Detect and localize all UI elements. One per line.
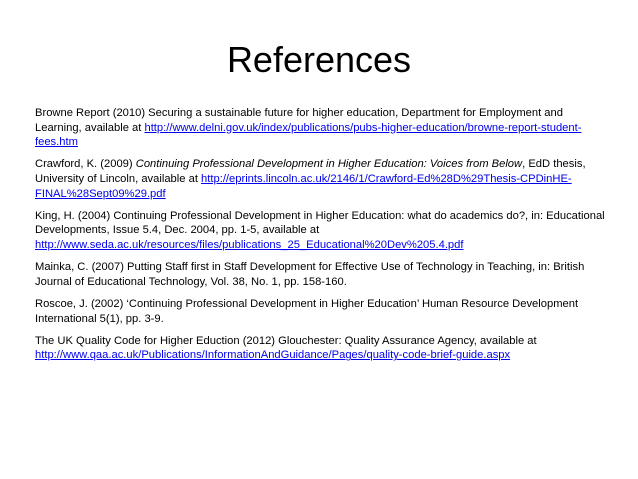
reference-title-italic: Continuing Professional Development in Higher Education: Voices from Below: [135, 158, 523, 171]
reference-mainka: [35, 260, 607, 289]
reference-text: Crawford, K. (2009): [35, 158, 136, 171]
reference-text: King, H. (2004) Continuing Professional Development in Higher Education: what do academics do?, in: Educational Developments, Issue 5.4, Dec. 2004, pp. 1-5, available at: [35, 209, 605, 237]
reference-text: Mainka, C. (2007) Putting Staff first in Staff Development for Effective Use of Technology in Teaching, in: British Journal of Educational Technology, Vol. 38, No. 1, pp. 158-160.: [35, 261, 585, 288]
reference-roscoe: [35, 297, 607, 326]
reference-link[interactable]: http://www.qaa.ac.uk/Publications/InformationAndGuidance/Pages/quality-code-brief-guide.aspx: [35, 349, 511, 362]
reference-text: , EdD thesis, University of Lincoln, available at: [35, 158, 586, 185]
reference-text: The UK Quality Code for Higher Eduction (2012) Glouchester: Quality Assurance Agency, available at: [35, 334, 537, 347]
reference-browne: [35, 106, 607, 150]
reference-list: [35, 106, 607, 370]
reference-king: [35, 209, 607, 253]
reference-link[interactable]: http://eprints.lincoln.ac.uk/2146/1/Crawford-Ed%28D%29Thesis-CPDinHE-FINAL%28Sept09%29.pdf: [35, 172, 572, 200]
reference-crawford: [35, 157, 607, 201]
reference-link[interactable]: http://www.seda.ac.uk/resources/files/publications_25_Educational%20Dev%205.4.pdf: [35, 238, 464, 251]
reference-link[interactable]: http://www.delni.gov.uk/index/publications/pubs-higher-education/browne-report-student-fees.htm: [35, 121, 582, 149]
reference-text: Browne Report (2010) Securing a sustainable future for higher education, Department for Employment and Learning, available at: [35, 107, 563, 134]
reference-qaa: [35, 334, 607, 363]
reference-text: Roscoe, J. (2002) ‘Continuing Professional Development in Higher Education’ Human Resource Development International 5(1), pp. 3-9.: [35, 297, 579, 325]
slide-title: References: [226, 39, 412, 80]
